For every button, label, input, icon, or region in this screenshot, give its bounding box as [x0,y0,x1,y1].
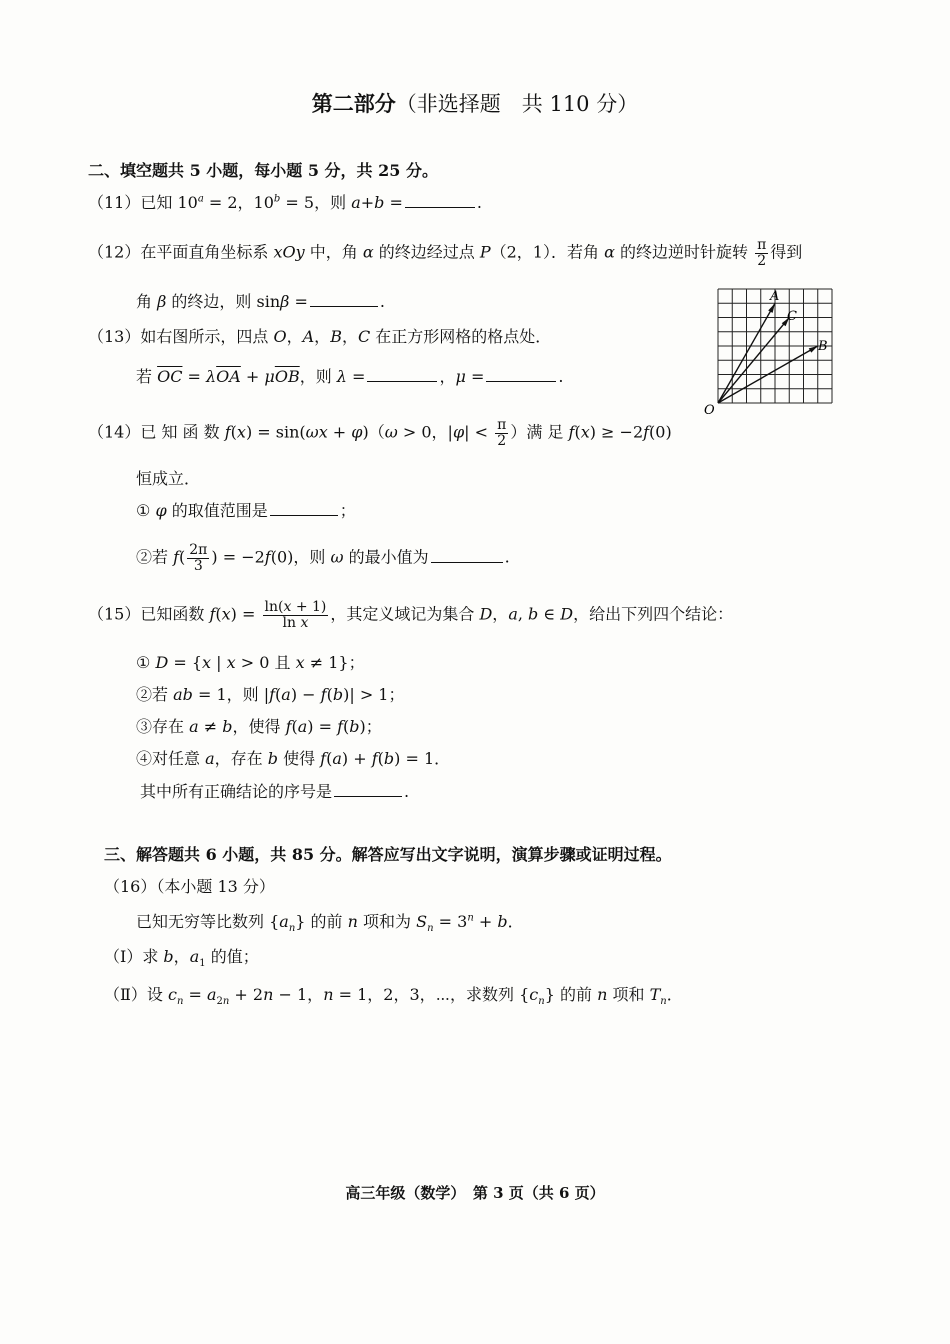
q14-item1-blank[interactable] [270,501,338,516]
q12-number: （12） [88,242,141,262]
question-15-conclusion-4: ④对任意 a，存在 b 使得 f(a) + f(b) = 1． [136,749,451,768]
q16-number: （16） [104,877,157,896]
question-13-line2: 若 $\overline{OC} = \lambda\overline{OA} + \mu\overline{OB}$，则 λ = ，μ = . [136,367,564,386]
label-b: B [818,339,828,354]
q11-answer-blank[interactable] [405,193,475,208]
q13-number: （13） [88,327,141,346]
q14-item2-blank[interactable] [431,548,503,563]
question-15-conclusion-3: ③存在 a ≠ b，使得 f(a) = f(b)； [136,717,382,736]
page-title [0,88,950,118]
q13-mu-blank[interactable] [486,367,556,382]
q13-lambda-blank[interactable] [367,367,437,382]
q15-ask-text: 其中所有正确结论的序号是 [140,782,333,801]
section-3-heading: 三、解答题共 6 小题，共 85 分。解答应写出文字说明，演算步骤或证明过程。 [104,845,672,864]
part-title: 第二部分 [311,91,396,116]
question-16-part-1: （Ⅰ）求 b，$a_1$ 的值； [104,947,259,970]
q11-number: （11） [88,193,141,212]
question-12: （12）在平面直角坐标系 xOy 中，角 α 的终边经过点 P（2，1）．若角 α 的终边逆时针旋转 $\frac{\pi}{2}$ 得到 [88,237,803,269]
page-footer: 高三年级（数学） 第 3 页（共 6 页） [345,1184,605,1202]
q12-answer-blank[interactable] [310,292,378,307]
part-subtitle: （非选择题 共 110 分） [395,92,639,116]
question-15-conclusion-1: ① D = {x | x > 0 且 x ≠ 1}； [136,653,365,672]
question-11: （11）已知 $10^a = 2$，$10^b = 5$，则 a+b = . [88,193,482,212]
question-15: （15）已知函数 f(x) = $\frac{\ln(x + 1)}{\text{ln x}}$ ，其定义域记为集合 D，a, b ∈ D，给出下列四个结论： [88,599,734,631]
grid-figure [704,284,838,416]
question-15-ask: 其中所有正确结论的序号是 . [140,782,410,801]
question-14-item1: ① φ 的取值范围是 ； [136,501,356,520]
question-15-conclusion-2: ②若 ab = 1，则 |f(a) − f(b)| > 1； [136,685,405,704]
section-2-heading: 二、填空题共 5 小题，每小题 5 分，共 25 分。 [88,161,438,180]
question-16-part-2: （Ⅱ）设 $c_n = a_{2n} + 2n - 1$，n = 1，2，3，⋯，求数列 $\{c_n\}$ 的前 n 项和 $T_n$． [104,985,683,1008]
question-14-item2: ②若 f( $\frac{2\pi}{3}$ ) = −2f(0)，则 ω 的最小值为 . [136,542,510,574]
question-14: （14）已 知 函 数 f(x) = sin(ωx + φ)（ω > 0，|φ| < $\frac{\pi}{2}$ ）满 足 f(x) ≥ −2f(0) [88,417,672,449]
label-o: O [704,403,715,416]
q14-number: （14） [88,422,141,442]
label-c: C [787,309,797,324]
q16-score: （本小题 13 分） [156,877,275,896]
question-14-line2: 恒成立． [136,469,201,488]
question-16-stem: 已知无穷等比数列 $\{a_n\}$ 的前 n 项和为 $S_n = 3^n + b$． [136,912,524,935]
question-12-line2: 角 β 的终边，则 sinβ = . [136,292,385,311]
label-a: A [770,289,780,304]
question-13: （13）如右图所示，四点 O，A，B，C 在正方形网格的格点处． [88,327,552,346]
q15-number: （15） [88,604,141,624]
q15-answer-blank[interactable] [334,782,402,797]
question-16-header [104,874,275,897]
